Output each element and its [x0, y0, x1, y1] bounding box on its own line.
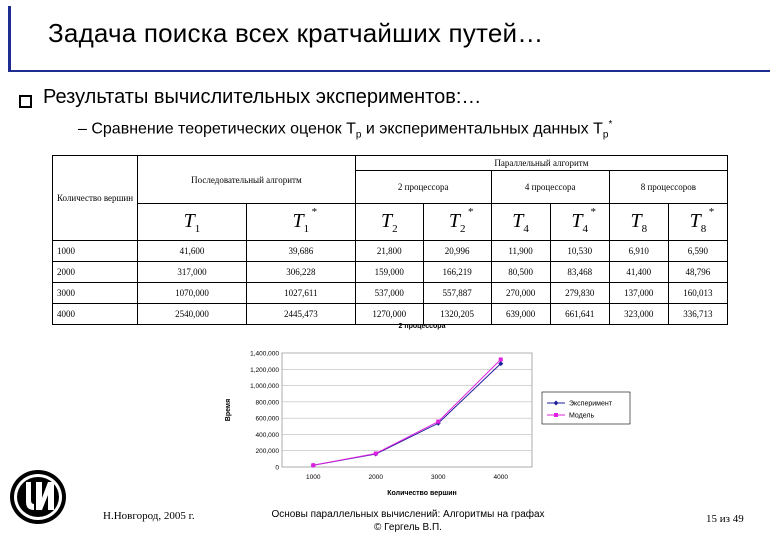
- table-cell: 270,000: [491, 283, 550, 304]
- page-number: 15 из 49: [706, 513, 744, 525]
- table-cell: 537,000: [355, 283, 423, 304]
- table-cell: 6,910: [609, 241, 668, 262]
- symbol-header: [138, 204, 247, 241]
- table-cell: 1027,611: [246, 283, 355, 304]
- results-table: [52, 155, 728, 325]
- table-row: [53, 262, 728, 283]
- university-logo: [8, 468, 68, 526]
- header-sequential: Последовательный алгоритм: [138, 156, 356, 204]
- table-cell: 1000: [53, 241, 138, 262]
- symbol-header: [423, 204, 491, 241]
- table-cell: 41,400: [609, 262, 668, 283]
- symbol-header: [609, 204, 668, 241]
- bullet-square-icon: [19, 95, 32, 108]
- table-cell: 3000: [53, 283, 138, 304]
- table-cell: 41,600: [138, 241, 247, 262]
- legend-label: Модель: [569, 412, 595, 420]
- table-cell: 1320,205: [423, 304, 491, 325]
- y-tick-label: 600,000: [255, 415, 279, 423]
- table-cell: 6,590: [668, 241, 727, 262]
- table-cell: 1070,000: [138, 283, 247, 304]
- title-underline: [8, 70, 770, 72]
- title-accent-bar: [8, 6, 11, 70]
- table-cell: 639,000: [491, 304, 550, 325]
- x-tick-label: 3000: [431, 474, 446, 481]
- symbol-label: $T_4$: [512, 209, 529, 235]
- y-tick-label: 1,200,000: [250, 366, 279, 374]
- table-cell: 661,641: [550, 304, 609, 325]
- footer-course: [268, 508, 548, 534]
- table-cell: 336,713: [668, 304, 727, 325]
- table-cell: 160,013: [668, 283, 727, 304]
- data-point: [374, 451, 378, 455]
- table-cell: 137,000: [609, 283, 668, 304]
- legend-marker: [554, 413, 558, 417]
- x-tick-label: 2000: [368, 474, 383, 481]
- table-row: [53, 283, 728, 304]
- symbol-label: $T_4$ *: [571, 205, 597, 235]
- header-vertices: Количество вершин: [53, 156, 138, 241]
- subbullet-text: – Сравнение теоретических оценок $T_p$ и экспериментальных данных $T_p^*$: [78, 119, 613, 141]
- table-cell: 48,796: [668, 262, 727, 283]
- header-parallel: Параллельный алгоритм: [355, 156, 727, 171]
- data-point: [436, 420, 440, 424]
- footer-course-line2: © Гергель В.П.: [374, 522, 442, 533]
- line-chart: [222, 320, 642, 500]
- table-cell: 4000: [53, 304, 138, 325]
- symbol-label: $T_1$: [183, 209, 201, 235]
- symbol-label: $T_2$ *: [448, 205, 474, 235]
- footer-course-line1: Основы параллельных вычислений: Алгоритмы на графах: [271, 509, 545, 520]
- table-cell: 10,530: [550, 241, 609, 262]
- page-title: Задача поиска всех кратчайших путей…: [48, 18, 544, 48]
- table-cell: 166,219: [423, 262, 491, 283]
- footer-city: Н.Новгород, 2005 г.: [103, 510, 195, 522]
- table-cell: 2000: [53, 262, 138, 283]
- symbol-header: [246, 204, 355, 241]
- legend-label: Эксперимент: [569, 400, 612, 408]
- symbol-header: [355, 204, 423, 241]
- table-cell: 11,900: [491, 241, 550, 262]
- y-tick-label: 1,400,000: [250, 350, 279, 358]
- symbol-label: $T_8$: [630, 209, 648, 235]
- y-tick-label: 1,000,000: [250, 383, 279, 391]
- x-tick-label: 4000: [493, 474, 508, 481]
- x-tick-label: 1000: [306, 474, 321, 481]
- table-cell: 317,000: [138, 262, 247, 283]
- table-cell: 159,000: [355, 262, 423, 283]
- symbol-label: $T_2$: [380, 209, 398, 235]
- table-cell: 39,686: [246, 241, 355, 262]
- symbol-header: [491, 204, 550, 241]
- y-tick-label: 200,000: [255, 448, 279, 456]
- symbol-header: [668, 204, 727, 241]
- header-8-proc: 8 процессоров: [609, 171, 727, 204]
- table-cell: 279,830: [550, 283, 609, 304]
- bullet-text: Результаты вычислительных экспериментов:…: [43, 86, 482, 108]
- symbol-header: [550, 204, 609, 241]
- table-row: [53, 241, 728, 262]
- symbol-label: $T_1$ *: [292, 205, 318, 235]
- y-tick-label: 400,000: [255, 431, 279, 439]
- table-cell: 80,500: [491, 262, 550, 283]
- chart-title: 2 процессора: [398, 323, 446, 330]
- table-cell: 21,800: [355, 241, 423, 262]
- y-tick-label: 0: [275, 464, 279, 472]
- table-cell: 2445,473: [246, 304, 355, 325]
- y-axis-label: Время: [225, 398, 232, 422]
- table-cell: 306,228: [246, 262, 355, 283]
- y-tick-label: 800,000: [255, 399, 279, 407]
- table-cell: 20,996: [423, 241, 491, 262]
- data-point: [311, 463, 315, 467]
- header-2-proc: 2 процессора: [355, 171, 491, 204]
- table-cell: 557,887: [423, 283, 491, 304]
- x-axis-label: Количество вершин: [387, 490, 457, 497]
- table-cell: 1270,000: [355, 304, 423, 325]
- table-cell: 83,468: [550, 262, 609, 283]
- table-cell: 2540,000: [138, 304, 247, 325]
- symbol-label: $T_8$ *: [689, 205, 715, 235]
- table-cell: 323,000: [609, 304, 668, 325]
- data-point: [499, 357, 503, 361]
- header-4-proc: 4 процессора: [491, 171, 609, 204]
